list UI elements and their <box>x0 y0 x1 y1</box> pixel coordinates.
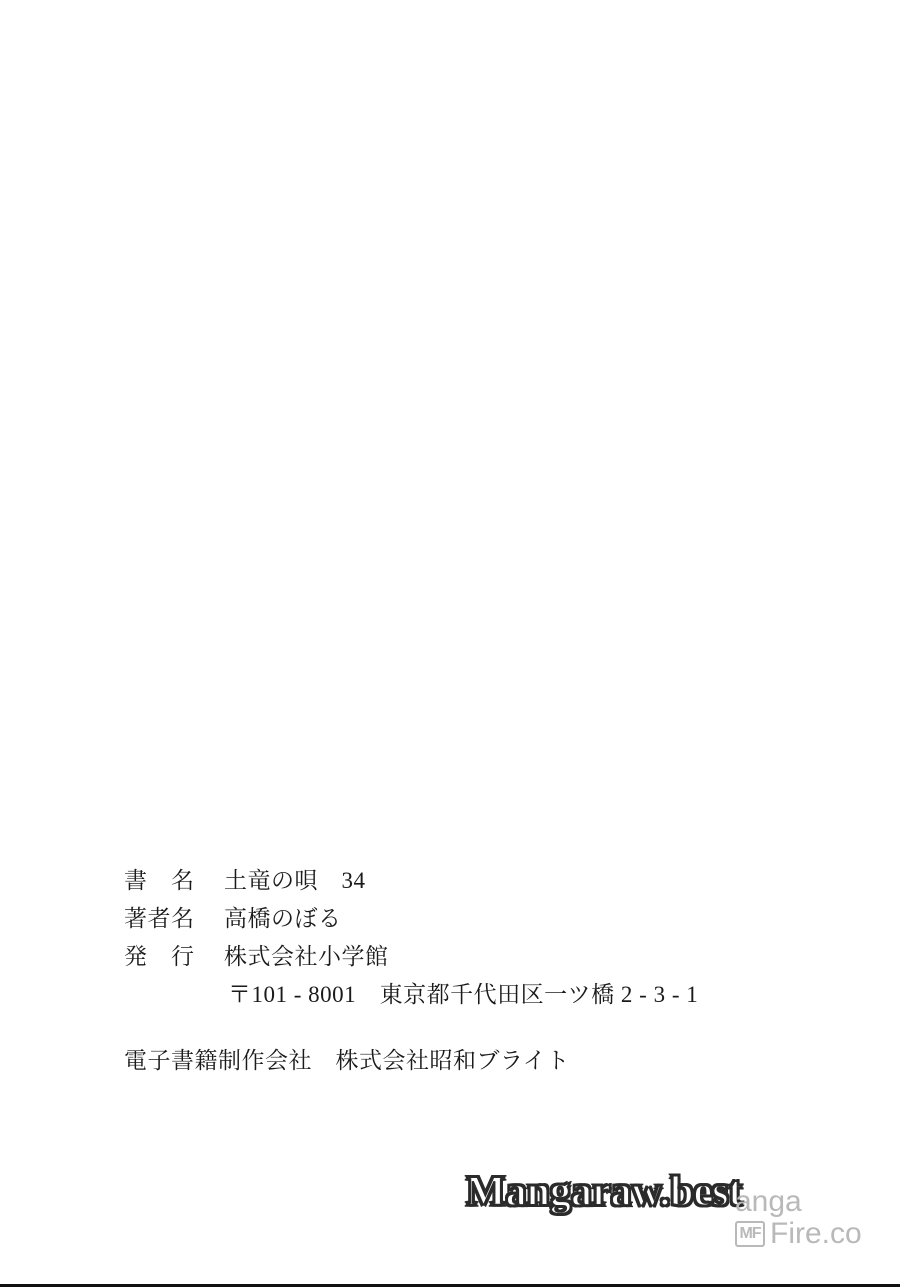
colophon-block <box>124 862 824 1080</box>
colophon-row <box>124 938 824 976</box>
ebook-producer: 電子書籍制作会社 株式会社昭和ブライト <box>124 1048 570 1073</box>
publisher-value: 株式会社小学館 <box>224 944 389 969</box>
publisher-label: 発 行 <box>124 944 195 969</box>
spacer <box>124 1014 824 1042</box>
author-label: 著者名 <box>124 906 195 931</box>
publisher-address: 〒101 - 8001 東京都千代田区一ツ橋 2 - 3 - 1 <box>228 982 699 1007</box>
author-value: 高橋のぼる <box>224 906 342 931</box>
site-watermark: Mangaraw.best <box>466 1169 743 1215</box>
secondary-watermark <box>735 1186 862 1250</box>
title-label: 書 名 <box>124 868 195 893</box>
secondary-watermark-line1: anga <box>735 1185 802 1218</box>
colophon-row <box>124 862 824 900</box>
secondary-watermark-line2: Fire.co <box>770 1217 862 1250</box>
title-value: 土竜の唄 34 <box>224 868 366 893</box>
colophon-row <box>124 900 824 938</box>
secondary-watermark-line2-wrap <box>735 1218 862 1250</box>
mangafire-logo-icon: MF <box>735 1221 765 1247</box>
